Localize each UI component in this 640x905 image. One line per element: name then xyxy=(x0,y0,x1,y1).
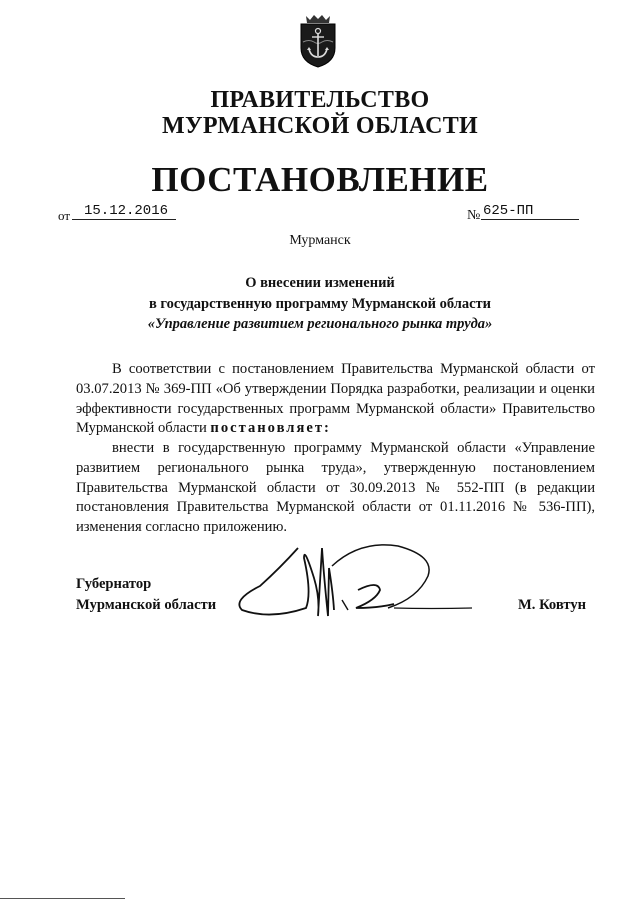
government-title-line1: ПРАВИТЕЛЬСТВО xyxy=(210,87,430,113)
document-type-heading: ПОСТАНОВЛЕНИЕ xyxy=(151,160,489,199)
document-title-line3: «Управление развитием регионального рынка труда» xyxy=(147,316,493,332)
government-title-line2: МУРМАНСКОЙ ОБЛАСТИ xyxy=(162,113,478,139)
signer-position-line1: Губернатор xyxy=(76,576,152,592)
signer-position-line2: Мурманской области xyxy=(76,597,217,613)
resolution-keyword: постановляет: xyxy=(210,420,331,437)
document-title-line2: в государственную программу Мурманской области xyxy=(148,296,492,312)
handwritten-signature xyxy=(230,538,510,638)
date-prefix: от xyxy=(58,208,71,223)
document-title-line1: О внесении изменений xyxy=(245,275,395,291)
document-number: 625-ПП xyxy=(481,203,579,220)
body-paragraph-2: внести в государственную программу Мурманской области «Управление развитием регионального рынка труда», утвержденную постановлением Правительства Мурманской области от 30.09.2013 № 552-ПП (в редакции постановления Правительства Мурманской области от 01.11.2016 № 536-ПП), изменения согласно приложению. xyxy=(76,440,595,536)
body-paragraph-1 xyxy=(76,360,595,439)
page-bottom-rule xyxy=(0,898,125,899)
paragraph-1-text: В соответствии с постановлением Правительства Мурманской области от 03.07.2013 № 369-ПП «Об утверждении Порядка разработки, реализации и оценки эффективности государственных программ Мурманской области» Правительство Мурманской области xyxy=(76,361,595,437)
signer-name: М. Ковтун xyxy=(518,597,587,613)
city-name: Мурманск xyxy=(289,233,351,248)
coat-of-arms-emblem xyxy=(298,12,338,68)
document-date: 15.12.2016 xyxy=(72,203,176,220)
number-prefix: № xyxy=(467,208,481,223)
